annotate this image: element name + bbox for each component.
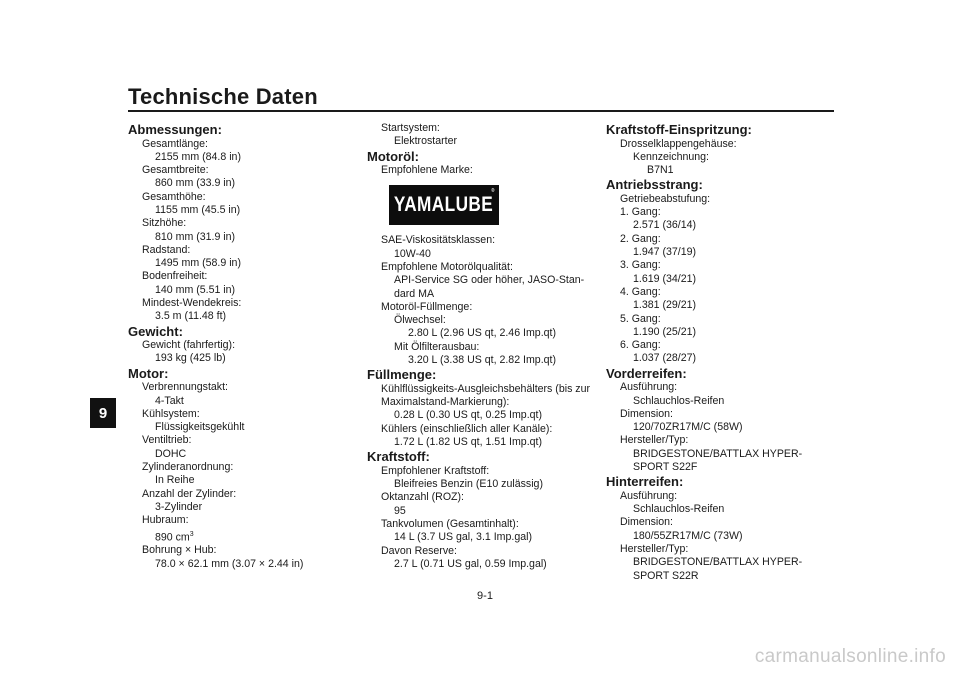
spec-line [128, 501, 358, 514]
spec-line [367, 274, 599, 287]
section-heading-text: Hinterreifen: [606, 474, 684, 490]
spec-line-text: 10W-40 [394, 247, 431, 260]
section-heading [606, 366, 836, 382]
section-heading-text: Kraftstoff-Einspritzung: [606, 122, 752, 137]
spec-line [367, 314, 599, 327]
spec-line-text: Gesamtlänge: [142, 137, 208, 150]
spec-line [128, 352, 358, 365]
spec-line [128, 231, 358, 244]
spec-line-text: 1.381 (29/21) [633, 299, 697, 312]
spec-line [367, 327, 599, 340]
spec-line [606, 164, 836, 177]
spec-line-text: SPORT S22R [633, 569, 699, 582]
spec-line-text: 3.20 L (3.38 US qt, 2.82 Imp.qt) [408, 354, 557, 367]
spec-line [367, 423, 599, 436]
spec-line-text: Hersteller/Typ: [620, 543, 689, 556]
spec-line-text: 3. Gang: [620, 259, 661, 272]
spec-line-text: BRIDGESTONE/BATTLAX HYPER- [633, 447, 803, 460]
spec-line-text: 1.619 (34/21) [633, 272, 697, 285]
spec-line-text: Kennzeichnung: [633, 150, 709, 163]
spec-line [606, 273, 836, 286]
spec-line-text: 860 mm (33.9 in) [155, 177, 236, 190]
yamalube-logo-text: YAMALUBE [394, 193, 494, 217]
spec-line [128, 408, 358, 421]
section-heading [128, 324, 358, 340]
spec-line [606, 259, 836, 272]
spec-line [606, 490, 836, 503]
spec-line [606, 556, 836, 569]
spec-line [606, 530, 836, 543]
spec-line [367, 531, 599, 544]
section-heading-text: Füllmenge: [367, 367, 437, 383]
spec-line [606, 246, 836, 259]
spec-line-text: 193 kg (425 lb) [155, 352, 226, 365]
spec-line [606, 352, 836, 365]
spec-line [367, 478, 599, 491]
page-title: Technische Daten [128, 84, 318, 109]
spec-line [128, 381, 358, 394]
yamalube-logo [389, 185, 499, 225]
spec-line-text: 2.7 L (0.71 US gal, 0.59 Imp.gal) [394, 557, 547, 570]
spec-line [128, 544, 358, 557]
spec-line-text: Tankvolumen (Gesamtinhalt): [381, 518, 519, 531]
spec-line-text: 6. Gang: [620, 339, 661, 352]
spec-line [606, 299, 836, 312]
spec-line [128, 191, 358, 204]
spec-line [367, 248, 599, 261]
spec-line-text: 5. Gang: [620, 312, 661, 325]
spec-line [128, 138, 358, 151]
spec-line [128, 528, 358, 545]
section-heading [367, 449, 599, 465]
spec-line-text: B7N1 [647, 164, 674, 177]
spec-line-text: 2.80 L (2.96 US qt, 2.46 Imp.qt) [408, 327, 557, 340]
spec-line [128, 514, 358, 527]
registered-mark: ® [491, 188, 495, 195]
spec-line [128, 217, 358, 230]
spec-line [367, 558, 599, 571]
spec-line-text: Schlauchlos-Reifen [633, 394, 725, 407]
spec-line [367, 505, 599, 518]
spec-line-text: Mindest-Wendekreis: [142, 297, 242, 310]
spec-line [606, 421, 836, 434]
spec-line-text: Maximalstand-Markierung): [381, 396, 510, 409]
spec-line-text: 120/70ZR17M/C (58W) [633, 421, 743, 434]
spec-line [128, 421, 358, 434]
spec-column-2 [367, 122, 599, 571]
spec-line [128, 244, 358, 257]
section-heading [606, 122, 836, 138]
section-heading-text: Motor: [128, 365, 169, 381]
superscript: 3 [189, 530, 194, 538]
spec-line-text: 890 cm [155, 531, 190, 544]
spec-line-text: Empfohlener Kraftstoff: [381, 464, 490, 477]
spec-line-text: Bleifreies Benzin (E10 zulässig) [394, 478, 543, 491]
spec-line-text: Bohrung × Hub: [142, 544, 217, 557]
spec-line [367, 436, 599, 449]
spec-line [128, 270, 358, 283]
spec-line-text: 78.0 × 62.1 mm (3.07 × 2.44 in) [155, 557, 304, 570]
spec-line-text: SPORT S22F [633, 461, 698, 474]
spec-line-text: 1.947 (37/19) [633, 246, 697, 259]
spec-line [367, 288, 599, 301]
spec-line [606, 381, 836, 394]
spec-line-text: In Reihe [155, 474, 195, 487]
spec-line-text: Anzahl der Zylinder: [142, 487, 237, 500]
spec-line [606, 326, 836, 339]
spec-line [128, 164, 358, 177]
spec-line-text: 1155 mm (45.5 in) [155, 203, 241, 216]
spec-line [606, 219, 836, 232]
spec-line [367, 383, 599, 396]
spec-line-text: Ausführung: [620, 489, 678, 502]
spec-column-3 [606, 122, 836, 583]
spec-line [367, 518, 599, 531]
spec-line-text: Empfohlene Motorölqualität: [381, 260, 513, 273]
spec-line-text: 4. Gang: [620, 285, 661, 298]
spec-line [367, 491, 599, 504]
spec-line [128, 488, 358, 501]
spec-line-text: 1. Gang: [620, 206, 661, 219]
spec-line [128, 434, 358, 447]
spec-line [128, 310, 358, 323]
spec-line [367, 465, 599, 478]
spec-line [128, 177, 358, 190]
spec-line-text: Hubraum: [142, 514, 189, 527]
spec-line [128, 448, 358, 461]
spec-line-text: Empfohlene Marke: [381, 164, 473, 177]
spec-line [606, 313, 836, 326]
spec-line [128, 339, 358, 352]
spec-line [367, 164, 599, 177]
spec-line-text: Startsystem: [381, 122, 440, 134]
spec-line [367, 135, 599, 148]
spec-line-text: Kühlflüssigkeits-Ausgleichsbehälters (bis zur [381, 382, 591, 395]
spec-line [367, 122, 599, 135]
spec-line-text: Radstand: [142, 243, 191, 256]
spec-line [606, 461, 836, 474]
title-divider [128, 110, 834, 112]
spec-line-text: Kühlers (einschließlich aller Kanäle): [381, 422, 553, 435]
section-heading-text: Antriebsstrang: [606, 177, 703, 193]
spec-line-text: 2.571 (36/14) [633, 219, 697, 232]
spec-line [128, 395, 358, 408]
watermark: carmanualsonline.info [754, 646, 946, 667]
spec-line [128, 297, 358, 310]
spec-line-text: 1.037 (28/27) [633, 352, 697, 365]
section-heading [606, 177, 836, 193]
spec-line [606, 408, 836, 421]
spec-line-text: 1.190 (25/21) [633, 325, 697, 338]
spec-line-text: DOHC [155, 447, 187, 460]
spec-line-text: Gesamtbreite: [142, 164, 209, 177]
spec-line [606, 138, 836, 151]
spec-line-text: Motoröl-Füllmenge: [381, 300, 473, 313]
spec-line-text: Flüssigkeitsgekühlt [155, 421, 245, 434]
spec-line-text: Gewicht (fahrfertig): [142, 339, 236, 352]
spec-line [606, 503, 836, 516]
section-heading-text: Kraftstoff: [367, 449, 430, 465]
section-heading [367, 367, 599, 383]
spec-line [367, 341, 599, 354]
section-heading-text: Vorderreifen: [606, 365, 687, 381]
section-heading-text: Motoröl: [367, 148, 419, 164]
section-heading [606, 474, 836, 490]
spec-line [128, 151, 358, 164]
spec-line-text: API-Service SG oder höher, JASO-Stan- [394, 274, 585, 287]
spec-line [606, 206, 836, 219]
spec-line-text: 2. Gang: [620, 232, 661, 245]
spec-line-text: Sitzhöhe: [142, 217, 187, 230]
spec-line-text: Gesamthöhe: [142, 190, 206, 203]
spec-line-text: 3.5 m (11.48 ft) [155, 310, 227, 323]
spec-line [367, 234, 599, 247]
spec-line-text: 1495 mm (58.9 in) [155, 257, 241, 270]
spec-line [367, 545, 599, 558]
spec-line [128, 474, 358, 487]
spec-line-text: Dimension: [620, 407, 673, 420]
spec-line-text: Elektrostarter [394, 135, 457, 148]
spec-line-text: 180/55ZR17M/C (73W) [633, 529, 743, 542]
spec-line-text: Verbrennungstakt: [142, 381, 228, 394]
spec-line-text: BRIDGESTONE/BATTLAX HYPER- [633, 556, 803, 569]
spec-line [367, 396, 599, 409]
spec-line-text: Davon Reserve: [381, 544, 457, 557]
spec-line [606, 233, 836, 246]
spec-line [128, 558, 358, 571]
spec-line-text: 95 [394, 504, 406, 517]
spec-line-text: Hersteller/Typ: [620, 434, 689, 447]
spec-line-text: 1.72 L (1.82 US qt, 1.51 Imp.qt) [394, 436, 543, 449]
spec-line [606, 570, 836, 583]
spec-line [128, 204, 358, 217]
spec-line-text: 14 L (3.7 US gal, 3.1 Imp.gal) [394, 531, 532, 544]
spec-line-text: Kühlsystem: [142, 407, 200, 420]
spec-line-text: Ausführung: [620, 381, 678, 394]
spec-line [367, 301, 599, 314]
spec-line-text: 4-Takt [155, 394, 184, 407]
spec-line-text: Ventiltrieb: [142, 434, 192, 447]
spec-line-text: Ölwechsel: [394, 314, 446, 327]
spec-line-text: dard MA [394, 287, 435, 300]
spec-line [606, 286, 836, 299]
spec-line [606, 395, 836, 408]
chapter-tab: 9 [90, 398, 116, 428]
spec-line [606, 543, 836, 556]
section-heading-text: Gewicht: [128, 323, 183, 339]
spec-line-text: Getriebeabstufung: [620, 192, 711, 205]
spec-line-text: Mit Ölfilterausbau: [394, 340, 480, 353]
spec-line [128, 257, 358, 270]
spec-line [128, 284, 358, 297]
spec-line [367, 409, 599, 422]
spec-line [606, 151, 836, 164]
spec-line [367, 261, 599, 274]
section-heading [367, 149, 599, 165]
spec-line-text: Oktanzahl (ROZ): [381, 491, 465, 504]
spec-line-text: 810 mm (31.9 in) [155, 230, 236, 243]
spec-line [367, 354, 599, 367]
spec-line-text: 0.28 L (0.30 US qt, 0.25 Imp.qt) [394, 409, 543, 422]
section-heading-text: Abmessungen: [128, 122, 222, 137]
page-number: 9-1 [477, 590, 493, 602]
spec-line-text: Drosselklappengehäuse: [620, 137, 737, 150]
spec-line [606, 434, 836, 447]
spec-line [128, 461, 358, 474]
spec-column-1 [128, 122, 358, 571]
spec-line-text: Schlauchlos-Reifen [633, 503, 725, 516]
spec-line [606, 339, 836, 352]
spec-line [606, 193, 836, 206]
spec-line-text: SAE-Viskositätsklassen: [381, 234, 496, 247]
section-heading [128, 366, 358, 382]
spec-line-text: 2155 mm (84.8 in) [155, 150, 241, 163]
section-heading [128, 122, 358, 138]
spec-line [606, 516, 836, 529]
spec-line [606, 448, 836, 461]
spec-line-text: Dimension: [620, 516, 673, 529]
spec-line-text: 3-Zylinder [155, 500, 203, 513]
spec-line-text: 140 mm (5.51 in) [155, 283, 236, 296]
spec-line-text: Bodenfreiheit: [142, 270, 208, 283]
spec-line-text: Zylinderanordnung: [142, 461, 234, 474]
